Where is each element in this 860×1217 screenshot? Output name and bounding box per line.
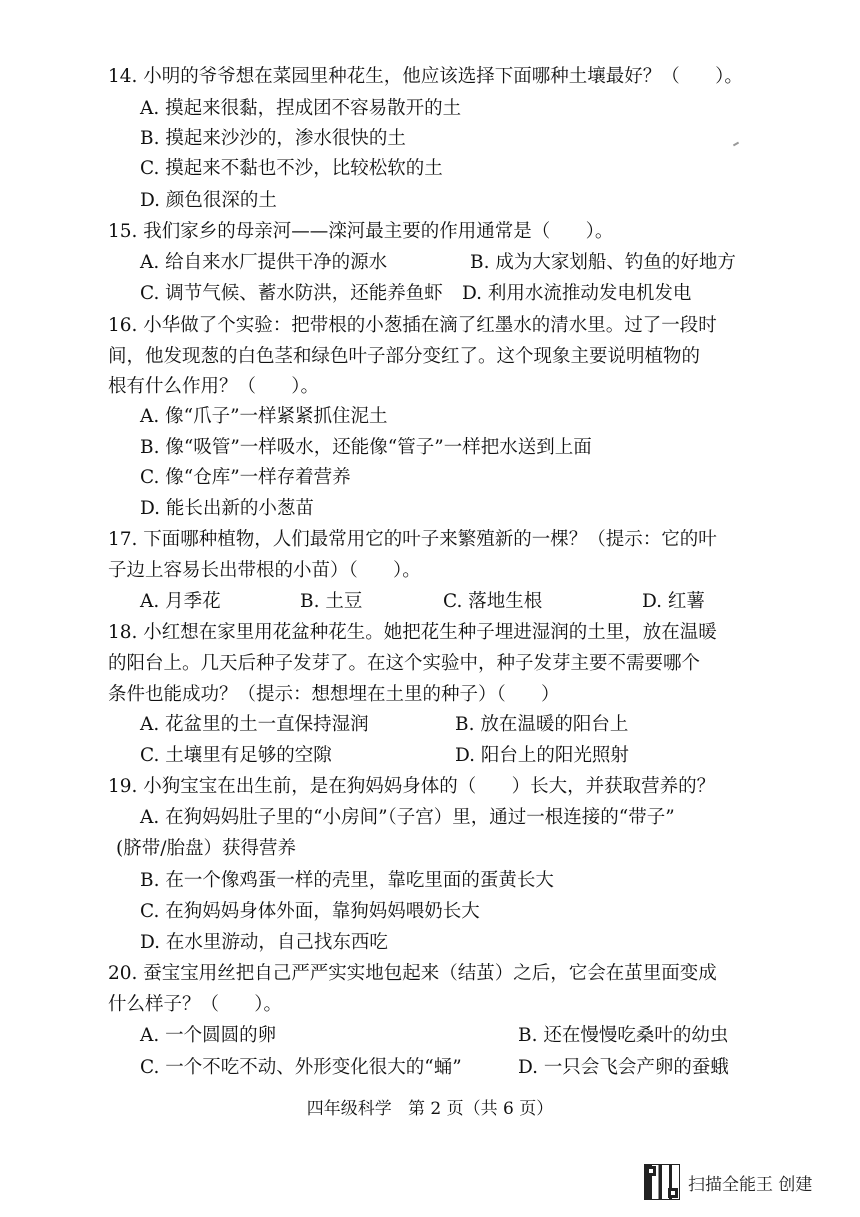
question-19-option-a-line-2: (脐带/胎盘）获得营养	[116, 838, 296, 859]
question-17-text-line-2: 子边上容易长出带根的小苗）（ ）。	[108, 560, 421, 581]
question-19-option-c: C. 在狗妈妈身体外面，靠狗妈妈喂奶长大	[140, 901, 480, 922]
question-20-option-c: C. 一个不吃不动、外形变化很大的“蛹”	[140, 1057, 462, 1078]
question-19-option-a-line-1: A. 在狗妈妈肚子里的“小房间”（子宫）里，通过一根连接的“带子”	[140, 807, 675, 828]
question-18-text-line-3: 条件也能成功？（提示：想想埋在土里的种子）（ ）	[108, 684, 560, 705]
question-16-option-a: A. 像“爪子”一样紧紧抓住泥土	[140, 406, 388, 427]
question-20-option-b: B. 还在慢慢吃桑叶的幼虫	[518, 1025, 729, 1046]
question-16-option-d: D. 能长出新的小葱苗	[140, 498, 314, 519]
question-14-text: 14. 小明的爷爷想在菜园里种花生，他应该选择下面哪种土壤最好？（ ）。	[108, 66, 743, 87]
question-18-option-a: A. 花盆里的土一直保持湿润	[140, 714, 369, 735]
question-15-text: 15. 我们家乡的母亲河——滦河最主要的作用通常是（ ）。	[108, 221, 614, 242]
question-19-option-b: B. 在一个像鸡蛋一样的壳里，靠吃里面的蛋黄长大	[140, 870, 554, 891]
question-14-option-a: A. 摸起来很黏，捏成团不容易散开的土	[140, 98, 462, 119]
scan-speck	[733, 142, 739, 147]
question-14-option-d: D. 颜色很深的土	[140, 190, 277, 211]
watermark-text: 扫描全能王 创建	[688, 1174, 813, 1195]
question-15-option-b: B. 成为大家划船、钓鱼的好地方	[470, 252, 736, 273]
question-17-option-b: B. 土豆	[300, 591, 363, 612]
scanner-watermark	[644, 1162, 812, 1202]
question-20-option-d: D. 一只会飞会产卵的蚕蛾	[518, 1057, 729, 1078]
page-footer: 四年级科学 第 2 页（共 6 页）	[306, 1099, 554, 1119]
question-17-option-a: A. 月季花	[140, 591, 221, 612]
question-18-option-d: D. 阳台上的阳光照射	[455, 745, 629, 766]
question-14-option-b: B. 摸起来沙沙的，渗水很快的土	[140, 128, 406, 149]
question-15-option-a: A. 给自来水厂提供干净的源水	[140, 252, 388, 273]
question-16-option-b: B. 像“吸管”一样吸水，还能像“管子”一样把水送到上面	[140, 437, 592, 458]
question-16-text-line-2: 间，他发现葱的白色茎和绿色叶子部分变红了。这个现象主要说明植物的	[108, 346, 701, 367]
question-18-text-line-1: 18. 小红想在家里用花盆种花生。她把花生种子埋进湿润的土里，放在温暖	[108, 622, 717, 643]
question-18-text-line-2: 的阳台上。几天后种子发芽了。在这个实验中，种子发芽主要不需要哪个	[108, 653, 701, 674]
question-18-option-c: C. 土壤里有足够的空隙	[140, 745, 332, 766]
question-15-option-c: C. 调节气候、蓄水防洪，还能养鱼虾	[140, 283, 443, 304]
question-19-text: 19. 小狗宝宝在出生前，是在狗妈妈身体的（ ）长大，并获取营养的？	[108, 776, 716, 797]
question-20-text-line-1: 20. 蚕宝宝用丝把自己严严实实地包起来（结茧）之后，它会在茧里面变成	[108, 963, 717, 984]
question-16-option-c: C. 像“仓库”一样存着营养	[140, 467, 351, 488]
question-15-option-d: D. 利用水流推动发电机发电	[462, 283, 692, 304]
question-20-text-line-2: 什么样子？（ ）。	[108, 994, 283, 1015]
question-17-option-d: D. 红薯	[642, 591, 705, 612]
question-17-option-c: C. 落地生根	[443, 591, 543, 612]
question-16-text-line-3: 根有什么作用？（ ）。	[108, 376, 320, 397]
qr-code-icon	[644, 1164, 680, 1200]
question-20-option-a: A. 一个圆圆的卵	[140, 1025, 277, 1046]
question-18-option-b: B. 放在温暖的阳台上	[455, 714, 629, 735]
question-17-text-line-1: 17. 下面哪种植物，人们最常用它的叶子来繁殖新的一棵？（提示：它的叶	[108, 529, 717, 550]
question-14-option-c: C. 摸起来不黏也不沙，比较松软的土	[140, 158, 443, 179]
question-19-option-d: D. 在水里游动，自己找东西吃	[140, 932, 388, 953]
question-16-text-line-1: 16. 小华做了个实验：把带根的小葱插在滴了红墨水的清水里。过了一段时	[108, 315, 717, 336]
